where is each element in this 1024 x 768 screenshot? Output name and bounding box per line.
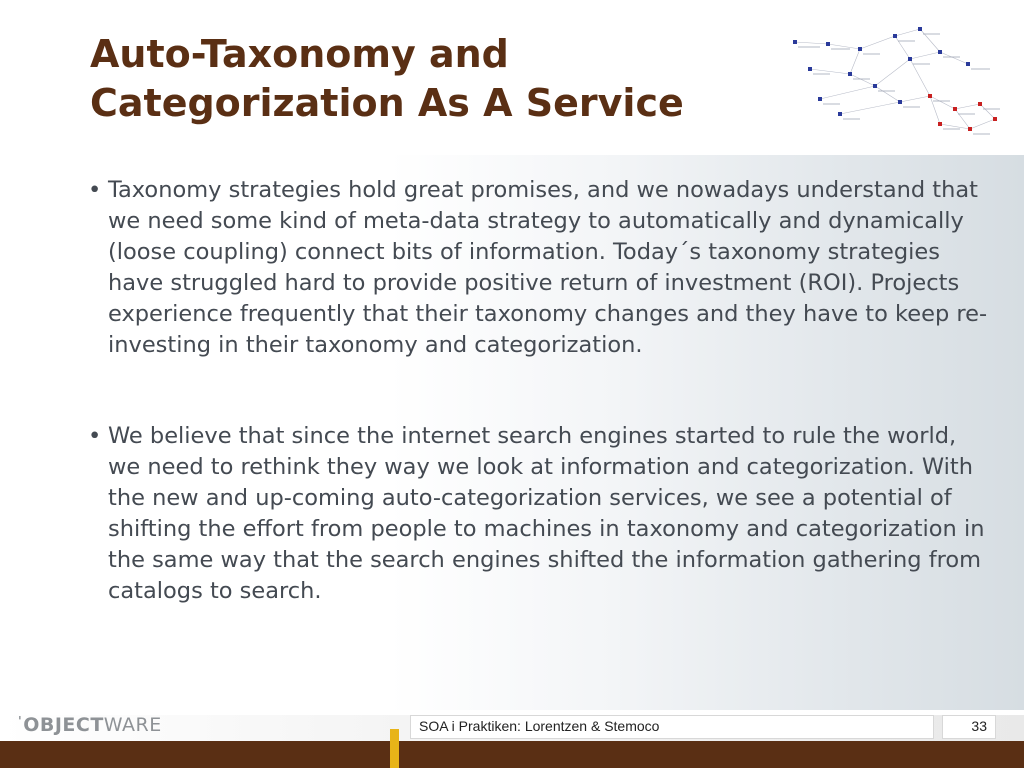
bottom-bar (0, 741, 1024, 768)
logo-mark: ' (18, 714, 23, 728)
objectware-logo (18, 714, 162, 736)
bullet-text: Taxonomy strategies hold great promises, and we nowadays understand that we need some kind of meta-data strategy to automatically and dynamically (loose coupling) connect bits of information. Today´s taxonomy strategies have struggled hard to provide positive return of investment (ROI). Projects experience frequently that their taxonomy changes and they have to keep re-investing in their taxonomy and categorization. (108, 177, 988, 358)
page-number: 33 (942, 715, 996, 739)
logo-text-ware: WARE (103, 714, 162, 736)
footer-caption: SOA i Praktiken: Lorentzen & Stemoco (410, 715, 934, 739)
bullet-text: We believe that since the internet search engines started to rule the world, we need to rethink they way we look at information and categorization. With the new and up-coming auto-categorization services, we see a potential of shifting the effort from people to machines in taxonomy and categorization in the same way that the search engines shifted the information gathering from catalogs to search. (108, 423, 985, 604)
accent-tab (390, 729, 399, 768)
bullet-marker: • (88, 177, 102, 203)
bullet-marker: • (88, 423, 102, 449)
bullet-item (88, 175, 988, 361)
logo-text-object: OBJECT (23, 714, 104, 736)
slide-title (90, 30, 770, 128)
slide-body (88, 175, 988, 607)
bullet-item (88, 421, 988, 607)
title-line-1: Auto-Taxonomy and (90, 32, 509, 76)
network-graph-image (780, 14, 1018, 154)
title-line-2: Categorization As A Service (90, 81, 684, 125)
